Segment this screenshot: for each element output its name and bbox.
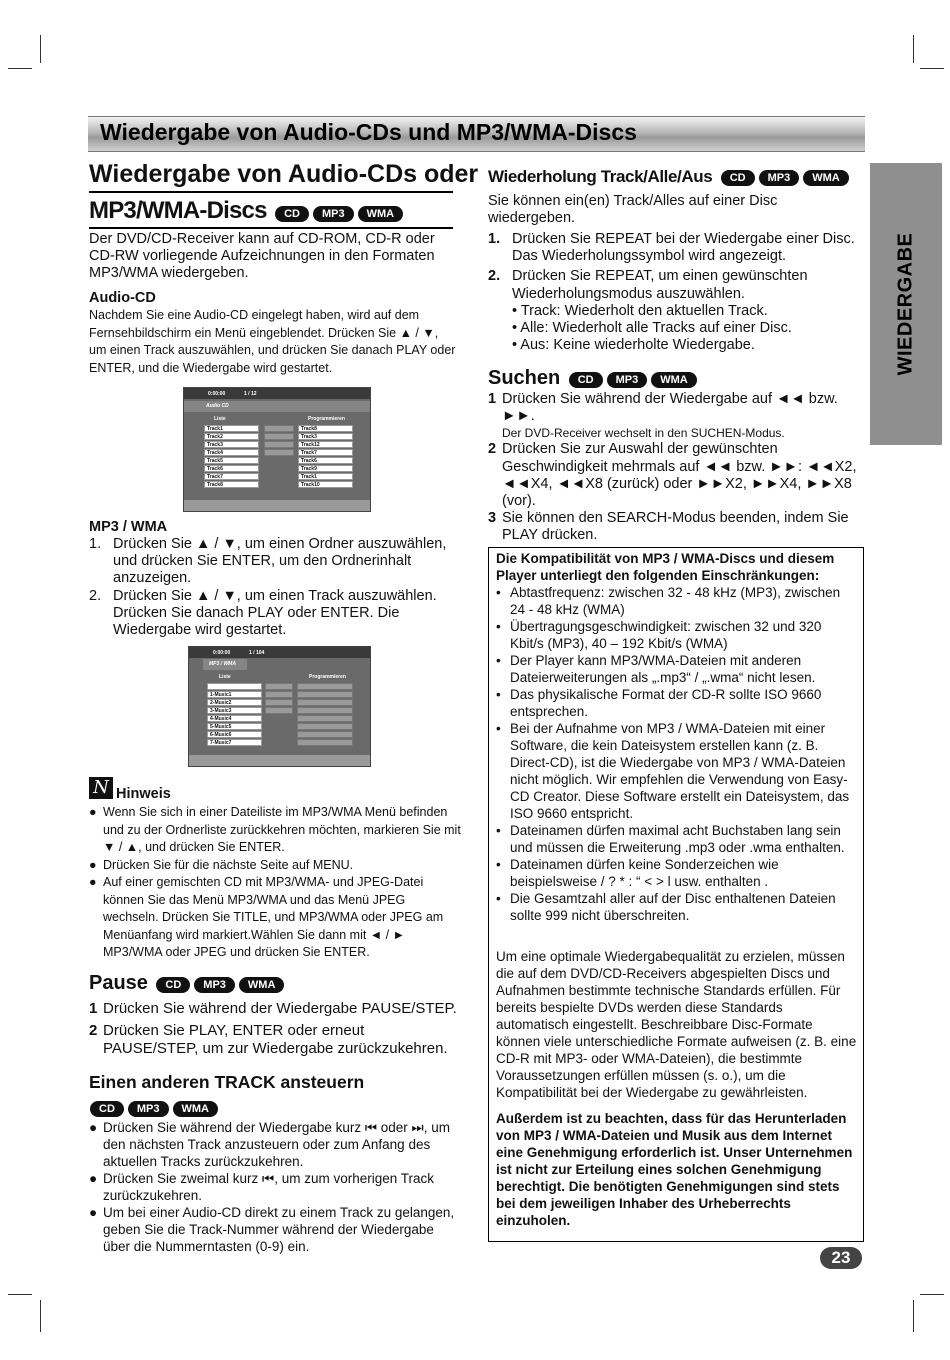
banner-title: Wiedergabe von Audio-CDs und MP3/WMA-Discs: [100, 119, 637, 145]
menu-button-icon: [265, 683, 293, 690]
menu-button-icon: [264, 441, 294, 448]
section-banner: [88, 116, 865, 152]
main-title-line1: Wiedergabe von Audio-CDs oder: [89, 160, 479, 188]
step-item: [89, 1022, 461, 1058]
menu-button-icon: [264, 425, 294, 432]
list-item: Track8: [204, 481, 259, 488]
pause-heading-row: [89, 972, 284, 995]
step-item: 2 Drücken Sie zur Auswahl der gewünschten Geschwindigkeit mehrmals auf ◄◄ bzw. ►►: ◄◄X2, ◄◄X4, ◄◄X8 (zurück) oder ►►X2, ►►X4, ►►X8 (vor).: [488, 441, 857, 510]
repeat-intro: Sie können ein(en) Track/Alles auf einer Disc wiedergeben.: [488, 193, 778, 227]
list-item: Track10: [298, 481, 353, 488]
badge-mp3: MP3: [313, 206, 354, 222]
list-item: Track8: [298, 425, 353, 432]
menu-button-icon: [265, 707, 293, 714]
list-item: 3-Music3: [207, 707, 262, 714]
step-number: 2.: [488, 268, 501, 285]
step-text: Drücken Sie zur Auswahl der gewünschten Geschwindigkeit mehrmals auf ◄◄ bzw. ►►: ◄◄X2, ◄◄X4, ◄◄X8 (zurück) oder ►►X2, ►►X4, ►►X8 (vor).: [502, 441, 857, 510]
track-list: [89, 1119, 464, 1255]
track-heading: Einen anderen TRACK ansteuern: [89, 1072, 365, 1092]
list-item: Track3: [204, 441, 259, 448]
side-tab-label: WIEDERGABE: [894, 232, 917, 376]
screen-bottom-bar: [184, 500, 370, 511]
badge-mp3: MP3: [607, 372, 648, 388]
box-heading: Die Kompatibilität von MP3 / WMA-Discs und diesem Player unterliegt den folgenden Einschränkungen:: [496, 551, 835, 583]
step-number: 2.: [89, 587, 102, 604]
list-item: Track1: [298, 473, 353, 480]
mp3-steps: [89, 536, 459, 639]
program-slot: [297, 707, 353, 714]
program-label: Programmieren: [309, 674, 346, 680]
screen-count: 1 / 12: [244, 391, 257, 397]
step-item: [89, 536, 459, 588]
program-slot: [297, 691, 353, 698]
step-text: Drücken Sie REPEAT, um einen gewünschten Wiederholungsmodus auszuwählen.: [512, 268, 808, 302]
screen-count: 1 / 104: [249, 650, 265, 656]
list-item: 7-Music7: [207, 739, 262, 746]
box-bold-paragraph: Außerdem ist zu beachten, dass für das Herunterladen von MP3 / WMA-Dateien und Musik aus dem Internet eine Genehmigung erforderlich ist. Unser Unternehmen ist nicht zur Erteilung eines solchen Genehmigung berechtigt. Die benötigten Genehmigungen sind stets bei dem jeweiligen Inhaber des Urheberrechts einzuholen.: [496, 1111, 853, 1228]
list-item: Track6: [298, 457, 353, 464]
list-item: ● Um bei einer Audio-CD direkt zu einem Track zu gelangen, geben Sie die Track-Nummer während der Wiedergabe über die Nummerntasten (0-9) ein.: [89, 1205, 455, 1254]
note-icon: N: [89, 777, 113, 799]
pause-heading: Pause: [89, 972, 148, 994]
list-item: • Das physikalische Format der CD-R sollte ISO 9660 entsprechen.: [496, 687, 822, 719]
badge-mp3: MP3: [128, 1101, 169, 1117]
badge-wma: WMA: [651, 372, 697, 388]
list-item: • Dateinamen dürfen keine Sonderzeichen wie beispielsweise / ? * : “ < > l usw. enthalten .: [496, 857, 779, 889]
badge-mp3: MP3: [194, 977, 235, 993]
menu-button-icon: [265, 699, 293, 706]
program-slot: [297, 739, 353, 746]
list-item: 1-Music1: [207, 691, 262, 698]
hinweis-list: [89, 804, 461, 962]
list-item: 6-Music6: [207, 731, 262, 738]
step-item: 3 Sie können den SEARCH-Modus beenden, indem Sie PLAY drücken.: [488, 510, 849, 544]
screen-time: 0:00:00: [213, 650, 231, 656]
screen-title: MP3 / WMA: [209, 661, 236, 667]
step-text: Drücken Sie REPEAT bei der Wiedergabe einer Disc. Das Wiederholungssymbol wird angezeigt.: [512, 231, 855, 265]
list-item: [207, 683, 262, 690]
list-item: Track3: [298, 433, 353, 440]
compatibility-box: [488, 547, 864, 1242]
step-text: Sie können den SEARCH-Modus beenden, indem Sie PLAY drücken.: [502, 510, 849, 544]
repeat-heading-row: [488, 167, 849, 187]
screen-title-bar: [203, 659, 247, 670]
badge-cd: CD: [156, 977, 190, 993]
title-rule: [89, 227, 453, 229]
list-item: Track1: [204, 425, 259, 432]
badge-cd: CD: [569, 372, 603, 388]
side-tab: [870, 163, 942, 445]
badge-cd: CD: [275, 206, 309, 222]
mp3-heading: MP3 / WMA: [89, 519, 168, 535]
badge-mp3: MP3: [759, 170, 800, 186]
crop-mark: [40, 35, 41, 63]
list-item: 2-Music2: [207, 699, 262, 706]
list-item: • Dateinamen dürfen maximal acht Buchstaben lang sein und müssen die Erweiterung .mp3 oder .wma enthalten.: [496, 823, 845, 855]
track-badges: [86, 1100, 218, 1118]
repeat-steps: [488, 231, 858, 354]
mp3-menu-screenshot: [188, 646, 371, 767]
step-item: [488, 231, 858, 265]
screen-status-bar: [184, 388, 370, 399]
list-item: Track4: [204, 449, 259, 456]
list-label: Liste: [219, 674, 231, 680]
list-item: • Die Gesamtzahl aller auf der Disc enthaltenen Dateien sollte 999 nicht überschreiten.: [496, 891, 836, 923]
list-item: ● Drücken Sie für die nächste Seite auf MENU.: [89, 857, 354, 872]
screen-bottom-bar: [189, 755, 370, 766]
crop-mark: [920, 1294, 944, 1295]
main-title-line2-row: [89, 197, 403, 225]
step-text: Drücken Sie ▲ / ▼, um einen Track auszuwählen. Drücken Sie danach PLAY oder ENTER. Die Wiedergabe wird gestartet.: [113, 587, 437, 639]
crop-mark: [920, 68, 944, 69]
program-label: Programmieren: [308, 416, 345, 422]
badge-cd: CD: [721, 170, 755, 186]
audio-cd-menu-screenshot: [183, 387, 371, 512]
audio-cd-text: Nachdem Sie eine Audio-CD eingelegt haben, wird auf dem Fernsehbildschirm ein Menü eingeblendet. Drücken Sie ▲ / ▼, um einen Track auszuwählen, und drücken Sie danach PLAY oder ENTER, und die Wiedergabe wird gestartet.: [89, 308, 456, 375]
hinweis-heading: Hinweis: [116, 786, 171, 802]
menu-button-icon: [264, 433, 294, 440]
list-item: Track7: [298, 449, 353, 456]
list-item: • Aus: Keine wiederholte Wiedergabe.: [512, 337, 755, 354]
box-list: [496, 584, 858, 924]
list-item: Track6: [204, 465, 259, 472]
badge-wma: WMA: [358, 206, 404, 222]
list-item: • Bei der Aufnahme von MP3 / WMA-Dateien mit einer Software, die kein Dateisystem erstellen kann (z. B. Direct-CD), ist die Wiedergabe von MP3 / WMA-Dateien nicht möglich. Wir empfehlen die Verwendung von Easy-CD Creator. Diese Software erstellt ein Dateisystem, das ISO 9660 entspricht.: [496, 721, 850, 821]
crop-mark: [8, 1294, 32, 1295]
box-paragraph: Um eine optimale Wiedergabequalität zu erzielen, müssen die auf dem DVD/CD-Receivers abgespielten Discs und Aufnahmen bestimmte technische Standards erfüllen. Für bereits bespielte DVDs werden diese Standards automatisch eingestellt. Beschreibbare Disc-Formate können viele unterschiedliche Formate aufweisen (z. B. eine CD-R mit MP3- oder WMA-Dateien), die bestimmte Voraussetzungen erfüllen müssen (s. o.), um die Kompatibilität bei der Wiedergabe zu gewährleisten.: [496, 949, 857, 1100]
search-steps: [488, 391, 863, 545]
main-title-line2: MP3/WMA-Discs: [89, 197, 267, 224]
list-item: • Track: Wiederholt den aktuellen Track.: [512, 302, 768, 319]
menu-button-icon: [265, 691, 293, 698]
page-number: 23: [820, 1247, 862, 1269]
badge-wma: WMA: [803, 170, 849, 186]
list-item: Track12: [298, 441, 353, 448]
audio-cd-heading: Audio-CD: [89, 290, 156, 306]
program-slot: [297, 723, 353, 730]
badge-cd: CD: [90, 1101, 124, 1117]
list-label: Liste: [214, 416, 226, 422]
list-item: 4-Music4: [207, 715, 262, 722]
step-text: Drücken Sie während der Wiedergabe PAUSE/STEP.: [103, 1000, 457, 1017]
screen-time: 0:00:00: [208, 391, 226, 397]
screen-status-bar: [189, 647, 370, 658]
list-item: • Übertragungsgeschwindigkeit: zwischen 32 und 320 Kbit/s (MP3), 40 – 192 Kbit/s (WMA): [496, 619, 822, 651]
step-item: [89, 588, 459, 640]
step-number: 1.: [488, 231, 501, 247]
crop-mark: [8, 68, 32, 69]
step-text: Drücken Sie ▲ / ▼, um einen Ordner auszuwählen, und drücken Sie ENTER, um den Ordnerinhalt anzuzeigen.: [113, 536, 447, 587]
list-item: ● Auf einer gemischten CD mit MP3/WMA- und JPEG-Datei können Sie das Menü MP3/WMA und das Menü JPEG wechseln. Drücken Sie TITLE, und MP3/WMA oder JPEG am Menüanfang wird markiert.Wählen Sie dann mit ◄ / ► MP3/WMA oder JPEG und drücken Sie ENTER.: [89, 875, 444, 959]
step-item: [89, 1000, 461, 1018]
step-text: Drücken Sie PLAY, ENTER oder erneut PAUSE/STEP, um zur Wiedergabe zurückzukehren.: [103, 1022, 448, 1057]
search-heading: Suchen: [488, 367, 561, 389]
badge-wma: WMA: [239, 977, 285, 993]
search-heading-row: [488, 367, 697, 390]
list-item: 5-Music5: [207, 723, 262, 730]
program-slot: [297, 731, 353, 738]
title-rule: [89, 191, 453, 193]
intro-text: Der DVD/CD-Receiver kann auf CD-ROM, CD-R oder CD-RW vorliegende Aufzeichnungen in den Formaten MP3/WMA wiedergeben.: [89, 231, 435, 282]
step-item: [488, 268, 858, 302]
step-number: 1.: [89, 536, 102, 552]
crop-mark: [40, 1300, 41, 1332]
step-item: 1 Drücken Sie während der Wiedergabe auf ◄◄ bzw. ►►. Der DVD-Receiver wechselt in den SUCHEN-Modus.: [488, 391, 863, 441]
crop-mark: [913, 1300, 914, 1332]
list-item: • Alle: Wiederholt alle Tracks auf einer Disc.: [512, 320, 792, 337]
step-number: 1: [89, 1000, 98, 1017]
screen-title: Audio CD: [206, 403, 229, 409]
program-slot: [297, 715, 353, 722]
program-slot: [297, 699, 353, 706]
crop-mark: [913, 35, 914, 63]
list-item: • Abtastfrequenz: zwischen 32 - 48 kHz (MP3), zwischen 24 - 48 kHz (WMA): [496, 585, 841, 617]
repeat-modes: [488, 303, 858, 355]
screen-title-bar: [184, 401, 370, 412]
menu-button-icon: [264, 449, 294, 456]
search-note: Der DVD-Receiver wechselt in den SUCHEN-Modus.: [502, 426, 785, 441]
list-item: Track2: [204, 433, 259, 440]
repeat-heading: Wiederholung Track/Alle/Aus: [488, 167, 713, 186]
list-item: Track7: [204, 473, 259, 480]
pause-steps: [89, 1000, 461, 1058]
list-item: ● Drücken Sie zweimal kurz ⏮, um zum vorherigen Track zurückzukehren.: [89, 1171, 435, 1203]
list-item: Track9: [298, 465, 353, 472]
badge-wma: WMA: [173, 1101, 219, 1117]
list-item: ● Drücken Sie während der Wiedergabe kurz ⏮ oder ⏭, um den nächsten Track anzusteuern oder zum Anfang des aktuellen Tracks zurückzukehren.: [89, 1120, 450, 1169]
program-slot: [297, 683, 353, 690]
step-number: 2: [89, 1022, 98, 1039]
step-text: Drücken Sie während der Wiedergabe auf ◄◄ bzw. ►►.: [502, 391, 838, 425]
list-item: Track5: [204, 457, 259, 464]
list-item: ● Wenn Sie sich in einer Dateiliste im MP3/WMA Menü befinden und zu der Ordnerliste zurückkehren möchten, markieren Sie mit ▼ / ▲, und drücken Sie ENTER.: [89, 805, 461, 854]
list-item: • Der Player kann MP3/WMA-Dateien mit anderen Dateierweiterungen als „.mp3“ / „.wma“ nicht lesen.: [496, 653, 816, 685]
